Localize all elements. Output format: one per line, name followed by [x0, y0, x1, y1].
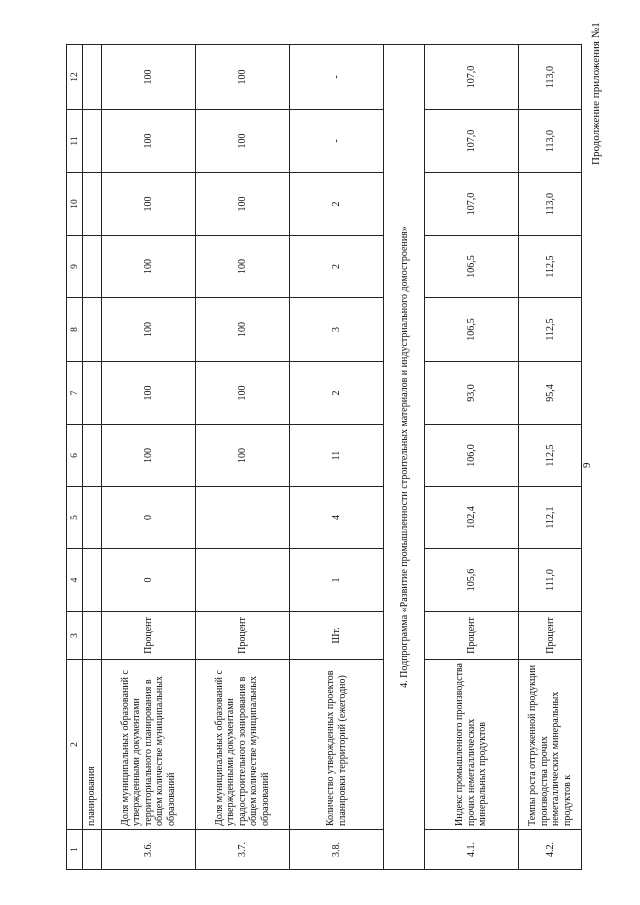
- cell: [83, 236, 102, 298]
- continuation-row: [83, 45, 102, 870]
- value-cell: 100: [102, 236, 196, 298]
- row-number: 3.7.: [196, 830, 290, 870]
- section-row: [384, 45, 425, 870]
- value-cell: 100: [196, 45, 290, 110]
- unit-cell: Процент: [102, 612, 196, 660]
- table-row: [425, 45, 519, 870]
- value-cell: 112,5: [519, 298, 582, 362]
- header-cell: 9: [67, 236, 83, 298]
- value-cell: 2: [290, 173, 384, 236]
- value-cell: 107,0: [425, 45, 519, 110]
- row-number: 4.2.: [519, 830, 582, 870]
- value-cell: 112,1: [519, 487, 582, 549]
- value-cell: 3: [290, 298, 384, 362]
- cell: [83, 487, 102, 549]
- value-cell: 1: [290, 549, 384, 612]
- value-cell: 100: [196, 236, 290, 298]
- header-row: [67, 45, 83, 870]
- value-cell: 105,6: [425, 549, 519, 612]
- value-cell: 0: [102, 549, 196, 612]
- value-cell: 113,0: [519, 110, 582, 173]
- value-cell: 100: [196, 173, 290, 236]
- value-cell: 0: [102, 487, 196, 549]
- value-cell: 102,4: [425, 487, 519, 549]
- indicator-name: Индекс промышленного производства прочих неметаллических минеральных продуктов: [425, 660, 519, 830]
- cell: [83, 830, 102, 870]
- value-cell: 112,5: [519, 425, 582, 487]
- header-cell: 8: [67, 298, 83, 362]
- header-cell: 5: [67, 487, 83, 549]
- value-cell: 93,0: [425, 362, 519, 425]
- value-cell: 107,0: [425, 173, 519, 236]
- value-cell: 100: [102, 173, 196, 236]
- section-title: 4. Подпрограмма «Развитие промышленности строительных материалов и индустриального домостроения»: [384, 45, 425, 870]
- value-cell: 107,0: [425, 110, 519, 173]
- value-cell: 100: [102, 298, 196, 362]
- header-cell: 7: [67, 362, 83, 425]
- continuation-note: Продолжение приложения №1: [590, 22, 602, 165]
- cell: [83, 549, 102, 612]
- value-cell: 2: [290, 362, 384, 425]
- value-cell: 113,0: [519, 173, 582, 236]
- header-cell: 1: [67, 830, 83, 870]
- value-cell: 95,4: [519, 362, 582, 425]
- header-cell: 10: [67, 173, 83, 236]
- header-cell: 11: [67, 110, 83, 173]
- header-cell: 4: [67, 549, 83, 612]
- value-cell: 100: [102, 45, 196, 110]
- cell: [83, 173, 102, 236]
- value-cell: 112,5: [519, 236, 582, 298]
- header-cell: 12: [67, 45, 83, 110]
- indicators-table: [66, 44, 582, 870]
- indicator-name: Количество утвержденных проектов планировки территорий (ежегодно): [290, 660, 384, 830]
- value-cell: 100: [196, 362, 290, 425]
- value-cell: 106,5: [425, 236, 519, 298]
- row-number: 3.6.: [102, 830, 196, 870]
- value-cell: 113,0: [519, 45, 582, 110]
- value-cell: 4: [290, 487, 384, 549]
- value-cell: 100: [196, 425, 290, 487]
- value-cell: [196, 549, 290, 612]
- page-number: 9: [581, 462, 593, 468]
- value-cell: 106,5: [425, 298, 519, 362]
- unit-cell: Шт.: [290, 612, 384, 660]
- table-row: [519, 45, 582, 870]
- row-number: 3.8.: [290, 830, 384, 870]
- cell: [83, 362, 102, 425]
- value-cell: -: [290, 110, 384, 173]
- table-row: [102, 45, 196, 870]
- value-cell: 2: [290, 236, 384, 298]
- value-cell: 100: [196, 298, 290, 362]
- table-row: [196, 45, 290, 870]
- unit-cell: Процент: [519, 612, 582, 660]
- value-cell: -: [290, 45, 384, 110]
- value-cell: 106,0: [425, 425, 519, 487]
- value-cell: [196, 487, 290, 549]
- cell: [83, 612, 102, 660]
- cell: [83, 425, 102, 487]
- value-cell: 100: [102, 425, 196, 487]
- value-cell: 100: [102, 362, 196, 425]
- header-cell: 6: [67, 425, 83, 487]
- value-cell: 100: [102, 110, 196, 173]
- table-row: [290, 45, 384, 870]
- indicator-name: Темпы роста отгруженной продукции производства прочих неметаллических минеральных продуктов к: [519, 660, 582, 830]
- value-cell: 100: [196, 110, 290, 173]
- value-cell: 11: [290, 425, 384, 487]
- row-number: 4.1.: [425, 830, 519, 870]
- value-cell: 111,0: [519, 549, 582, 612]
- unit-cell: Процент: [425, 612, 519, 660]
- cell: [83, 110, 102, 173]
- indicator-name: Доля муниципальных образований с утвержденными документами территориального планирования в общем количестве муниципальных образований: [102, 660, 196, 830]
- indicator-name: планирования: [83, 660, 102, 830]
- header-cell: 2: [67, 660, 83, 830]
- indicator-name: Доля муниципальных образований с утвержденными документами градостроительного зонирования в общем количестве муниципальных образований: [196, 660, 290, 830]
- header-cell: 3: [67, 612, 83, 660]
- cell: [83, 45, 102, 110]
- unit-cell: Процент: [196, 612, 290, 660]
- cell: [83, 298, 102, 362]
